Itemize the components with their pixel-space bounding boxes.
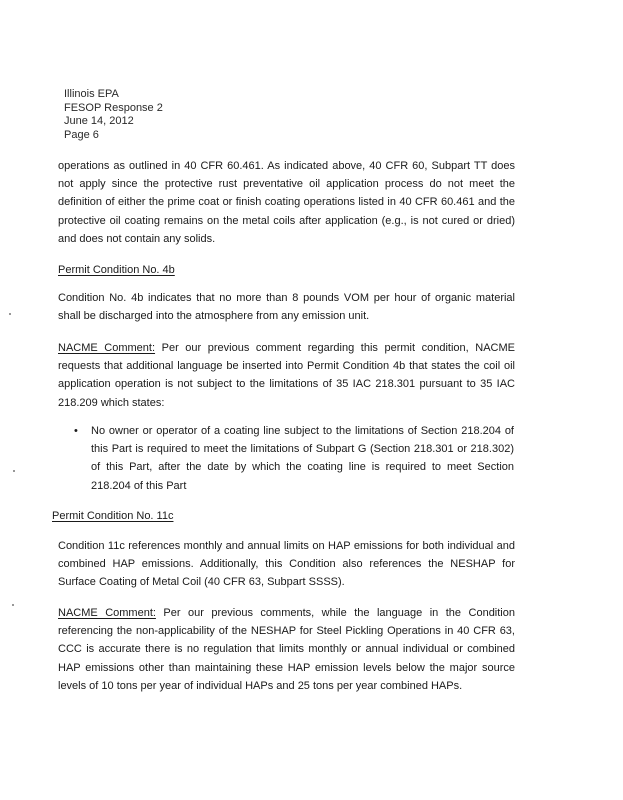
- intro-paragraph: operations as outlined in 40 CFR 60.461. As indicated above, 40 CFR 60, Subpart TT does not apply since the protective rust preventative oil application process do not meet the definition of either the prime coat or finish coating operations listed in 40 CFR 60.461 and the protective oil coating remains on the metal coils after application (e.g., is not cured or dried) and does not contain any solids.: [58, 160, 515, 245]
- comment-text: Per our previous comment regarding this permit condition, NACME requests that additional language be inserted into Permit Condition 4b that states the coil oil application operation is not subject to the limitations of 35 IAC 218.301 pursuant to 35 IAC 218.209 which states:: [58, 342, 515, 409]
- condition-11c-paragraph: Condition 11c references monthly and annual limits on HAP emissions for both individual and combined HAP emissions. Additionally, this Condition also references the NESHAP for Surface Coating of Metal Coil (40 CFR 63, Subpart SSSS).: [58, 540, 515, 589]
- scan-speck: [13, 470, 15, 472]
- heading-permit-condition-11c: Permit Condition No. 11c: [52, 510, 174, 522]
- regulation-quote: [74, 422, 514, 495]
- header-date: June 14, 2012: [64, 115, 134, 127]
- heading-permit-condition-4b: Permit Condition No. 4b: [58, 264, 175, 276]
- comment-text: Per our previous comments, while the language in the Condition referencing the non-applicability of the NESHAP for Steel Pickling Operations in 40 CFR 63, CCC is accurate there is no regulation that limits monthly or annual individual or combined HAP emissions other than maintaining these HAP emission levels below the major source levels of 10 tons per year of individual HAPs and 25 tons per year combined HAPs.: [58, 607, 515, 692]
- bullet-icon: •: [74, 425, 78, 437]
- nacme-comment-11c: [58, 604, 515, 695]
- comment-label: NACME Comment:: [58, 342, 156, 354]
- page-header: [64, 88, 163, 142]
- scan-speck: [12, 604, 14, 606]
- regulation-quote-text: No owner or operator of a coating line subject to the limitations of Section 218.204 of this Part is required to meet the limitations of Subpart G (Section 218.301 or 218.302) of this Part, after the date by which the coating line is required to meet Section 218.204 of this Part: [91, 425, 514, 492]
- nacme-comment-4b: [58, 339, 515, 412]
- header-document: FESOP Response 2: [64, 101, 163, 114]
- header-page-number: Page 6: [64, 128, 99, 141]
- scan-speck: [9, 313, 11, 315]
- condition-4b-paragraph: Condition No. 4b indicates that no more than 8 pounds VOM per hour of organic material shall be discharged into the atmosphere from any emission unit.: [58, 292, 515, 323]
- comment-label: NACME Comment:: [58, 607, 156, 619]
- header-agency: Illinois EPA: [64, 88, 119, 100]
